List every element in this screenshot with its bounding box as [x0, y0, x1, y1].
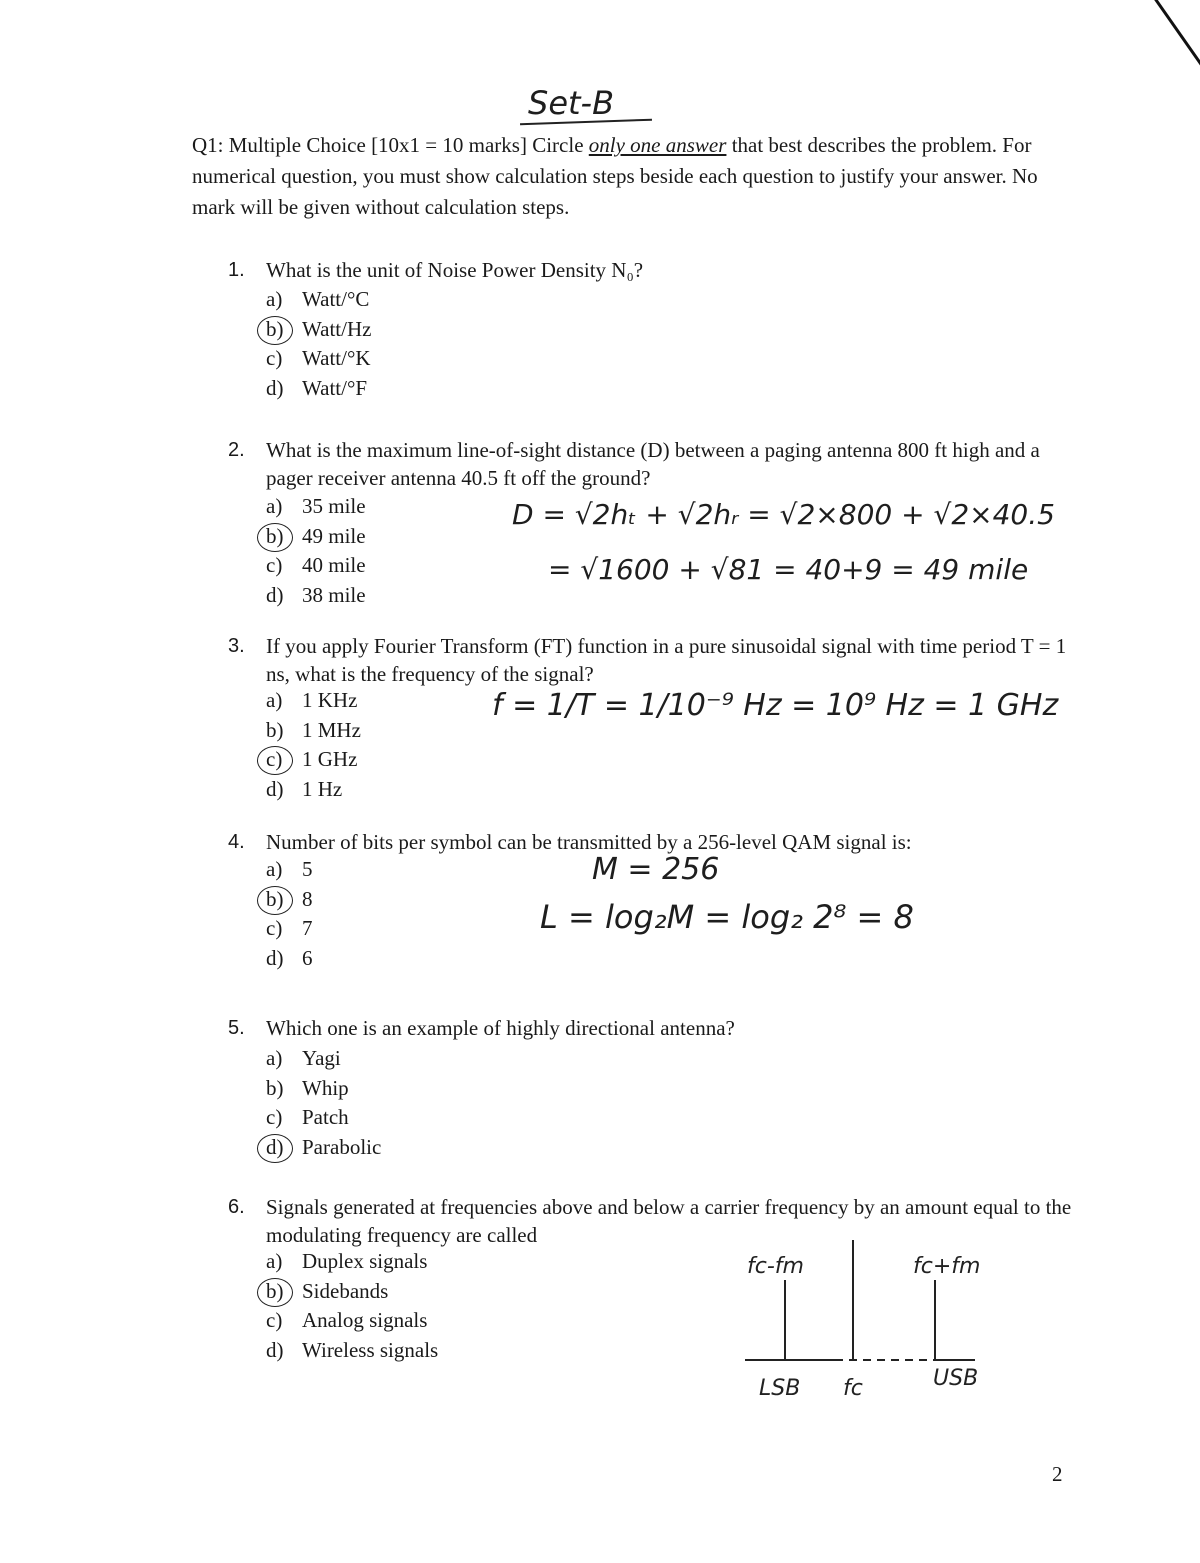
option-letter: c) [266, 916, 283, 940]
carrier-label: fc [843, 1376, 863, 1401]
option-text: 8 [302, 886, 313, 911]
question-number: 6. [228, 1196, 245, 1218]
option-text: 7 [302, 916, 313, 940]
option-text: 35 mile [302, 494, 366, 518]
option-text: 49 mile [302, 523, 366, 548]
option-b[interactable] [266, 1074, 381, 1104]
option-letter: d) [266, 1337, 284, 1362]
handwritten-work-line: M = 256 [592, 852, 720, 887]
option-text: 1 GHz [302, 747, 358, 771]
lower-sideband-label: fc-fm [747, 1254, 804, 1279]
option-text: Yagi [302, 1046, 341, 1070]
answer-circle [257, 886, 293, 915]
option-b[interactable] [266, 1277, 438, 1307]
option-letter: b) [266, 886, 284, 911]
handwritten-work-line: f = 1/T = 1/10⁻⁹ Hz = 10⁹ Hz = 1 GHz [492, 688, 1059, 723]
question-text: What is the unit of Noise Power Density N₀? [266, 258, 644, 282]
option-letter: b) [266, 717, 284, 742]
option-letter: a) [266, 857, 283, 881]
option-letter: d) [266, 945, 284, 970]
question-number: 1. [228, 259, 245, 281]
option-b[interactable] [266, 522, 366, 552]
option-text: Watt/°K [302, 346, 371, 370]
instructions-after: that best describes the problem. For numerical question, you must show calculation steps beside each question to justify your answer. No mark will be given without calculation steps. [192, 133, 1038, 219]
option-text: Duplex signals [302, 1249, 428, 1273]
option-a[interactable] [266, 1247, 438, 1277]
option-text: Whip [302, 1075, 349, 1100]
option-text: 38 mile [302, 582, 366, 607]
option-letter: a) [266, 1046, 283, 1070]
option-d[interactable] [266, 1336, 438, 1366]
option-d[interactable] [266, 581, 366, 611]
options-list [266, 1044, 381, 1162]
options-list [266, 686, 361, 804]
question-text: Number of bits per symbol can be transmitted by a 256-level QAM signal is: [266, 830, 912, 854]
option-letter: d) [266, 776, 284, 801]
scan-artifact-line [1150, 0, 1200, 68]
option-text: Watt/°F [302, 375, 368, 400]
option-letter: b) [266, 1075, 284, 1100]
answer-circle [257, 523, 293, 552]
option-b[interactable] [266, 716, 361, 746]
option-text: 1 KHz [302, 688, 358, 712]
option-letter: c) [266, 747, 283, 771]
option-letter: b) [266, 316, 284, 341]
option-a[interactable] [266, 686, 361, 716]
page-number: 2 [1052, 1462, 1063, 1486]
question-number: 4. [228, 831, 245, 853]
option-d[interactable] [266, 775, 361, 805]
instructions-emphasis: only one answer [588, 133, 727, 157]
question-text: If you apply Fourier Transform (FT) function in a pure sinusoidal signal with time period T = 1 ns, what is the frequency of the signal? [266, 634, 1067, 686]
option-letter: b) [266, 1278, 284, 1303]
question-number: 2. [228, 439, 245, 461]
options-list [266, 1247, 438, 1365]
handwritten-work-line: = √1600 + √81 = 40+9 = 49 mile [548, 553, 1029, 586]
handwritten-work-line: D = √2hₜ + √2hᵣ = √2×800 + √2×40.5 [512, 498, 1055, 531]
option-c[interactable] [266, 745, 361, 775]
option-c[interactable] [266, 914, 313, 944]
option-letter: c) [266, 1308, 283, 1332]
answer-circle [257, 316, 293, 345]
sideband-diagram [735, 1235, 1015, 1405]
handwritten-work-line: L = log₂M = log₂ 2⁸ = 8 [540, 898, 914, 936]
option-text: 1 Hz [302, 776, 343, 801]
question-number: 3. [228, 635, 245, 657]
lsb-label: LSB [759, 1376, 801, 1401]
option-letter: a) [266, 494, 283, 518]
option-text: Sidebands [302, 1278, 389, 1303]
options-list [266, 855, 313, 973]
option-text: 1 MHz [302, 717, 361, 742]
instructions [192, 130, 1052, 223]
option-text: Wireless signals [302, 1337, 439, 1362]
option-text: Watt/Hz [302, 316, 372, 341]
option-text: Patch [302, 1105, 349, 1129]
option-text: 40 mile [302, 553, 366, 577]
question-number: 5. [228, 1017, 245, 1039]
set-title: Set-B [528, 84, 615, 122]
answer-circle [257, 1134, 293, 1163]
option-c[interactable] [266, 1103, 381, 1133]
option-a[interactable] [266, 855, 313, 885]
option-text: Analog signals [302, 1308, 428, 1332]
option-letter: a) [266, 1249, 283, 1273]
question-text: What is the maximum line-of-sight distance (D) between a paging antenna 800 ft high and a pager receiver antenna 40.5 ft off the ground? [266, 438, 1040, 490]
option-letter: b) [266, 523, 284, 548]
answer-circle [257, 1278, 293, 1307]
option-b[interactable] [266, 885, 313, 915]
question-text: Which one is an example of highly directional antenna? [266, 1016, 735, 1040]
option-c[interactable] [266, 344, 371, 374]
answer-circle [257, 746, 293, 775]
option-letter: d) [266, 375, 284, 400]
option-a[interactable] [266, 285, 371, 315]
option-d[interactable] [266, 944, 313, 974]
options-list [266, 285, 371, 403]
option-letter: c) [266, 553, 283, 577]
option-letter: c) [266, 1105, 283, 1129]
option-text: 6 [302, 945, 313, 970]
option-letter: d) [266, 582, 284, 607]
option-letter: c) [266, 346, 283, 370]
option-text: Parabolic [302, 1134, 382, 1159]
upper-sideband-label: fc+fm [913, 1254, 981, 1279]
option-d[interactable] [266, 374, 371, 404]
instructions-before: Q1: Multiple Choice [10x1 = 10 marks] Circle [192, 133, 589, 157]
option-c[interactable] [266, 1306, 438, 1336]
option-letter: a) [266, 287, 283, 311]
option-letter: a) [266, 688, 283, 712]
option-a[interactable] [266, 1044, 381, 1074]
option-c[interactable] [266, 551, 366, 581]
option-letter: d) [266, 1134, 284, 1159]
usb-label: USB [933, 1366, 979, 1391]
option-a[interactable] [266, 492, 366, 522]
option-text: Watt/°C [302, 287, 370, 311]
options-list [266, 492, 366, 610]
option-d[interactable] [266, 1133, 381, 1163]
option-b[interactable] [266, 315, 371, 345]
option-text: 5 [302, 857, 313, 881]
question-text: Signals generated at frequencies above and below a carrier frequency by an amount equal to the modulating frequency are called [266, 1195, 1072, 1247]
